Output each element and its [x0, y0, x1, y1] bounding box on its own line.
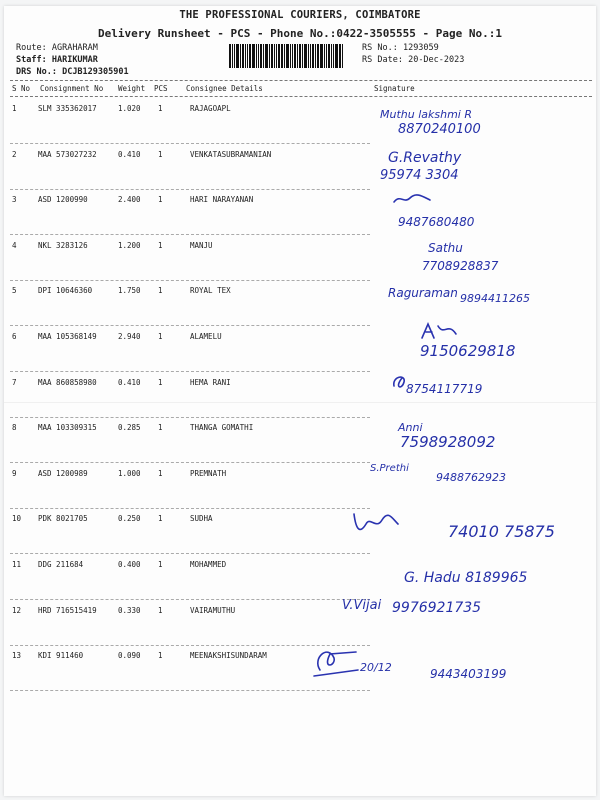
row-pieces: 1: [158, 286, 163, 295]
table-row: [0, 241, 600, 285]
row-serial-number: 11: [12, 560, 22, 569]
row-separator: [10, 417, 370, 418]
table-row: [0, 104, 600, 148]
table-row: [0, 378, 600, 422]
handwritten-phone-number: 8870240100: [398, 122, 481, 137]
handwritten-signature: Anni: [398, 421, 423, 434]
row-weight: 2.400: [118, 195, 141, 204]
row-pieces: 1: [158, 469, 163, 478]
row-pieces: 1: [158, 150, 163, 159]
rs-date-line: [362, 55, 464, 65]
row-consignee-name: RAJAGOAPL: [190, 104, 231, 113]
row-separator: [10, 462, 370, 463]
table-row: [0, 514, 600, 558]
row-serial-number: 3: [12, 195, 17, 204]
row-separator: [10, 234, 370, 235]
handwritten-phone-number: 7708928837: [422, 259, 499, 273]
header-rule-bottom: [10, 96, 592, 97]
row-serial-number: 8: [12, 423, 17, 432]
row-consignee-name: THANGA GOMATHI: [190, 423, 254, 432]
row-consignee-name: ROYAL TEX: [190, 286, 231, 295]
col-header-sno: S No: [12, 84, 31, 93]
row-pieces: 1: [158, 241, 163, 250]
row-serial-number: 13: [12, 651, 22, 660]
row-pieces: 1: [158, 514, 163, 523]
table-row: [0, 150, 600, 194]
rs-no-label: RS No.:: [362, 43, 398, 53]
table-row: [0, 195, 600, 239]
row-consignment-number: NKL 3283126: [38, 241, 88, 250]
row-consignment-number: MAA 103309315: [38, 423, 97, 432]
row-consignment-number: PDK 8021705: [38, 514, 88, 523]
row-separator: [10, 280, 370, 281]
row-consignee-name: SUDHA: [190, 514, 213, 523]
row-consignee-name: ALAMELU: [190, 332, 222, 341]
handwritten-phone-number: G. Hadu 8189965: [404, 570, 528, 586]
row-weight: 1.750: [118, 286, 141, 295]
col-header-consignee: Consignee Details: [186, 84, 263, 93]
row-serial-number: 1: [12, 104, 17, 113]
handwritten-signature: Muthu lakshmi R: [380, 108, 472, 121]
row-separator: [10, 143, 370, 144]
row-consignee-name: PREMNATH: [190, 469, 227, 478]
row-separator: [10, 553, 370, 554]
handwritten-signature: Sathu: [428, 241, 463, 255]
handwritten-signature: G.Revathy: [388, 150, 462, 166]
row-serial-number: 10: [12, 514, 22, 523]
row-separator: [10, 325, 370, 326]
table-row: [0, 560, 600, 604]
staff-label: Staff:: [16, 55, 47, 65]
row-consignment-number: MAA 573027232: [38, 150, 97, 159]
row-weight: 0.250: [118, 514, 141, 523]
row-weight: 0.285: [118, 423, 141, 432]
signature-scribble-3: [392, 192, 432, 206]
table-row: [0, 423, 600, 467]
row-consignment-number: HRD 716515419: [38, 606, 97, 615]
row-separator: [10, 599, 370, 600]
handwritten-phone-number: 74010 75875: [448, 522, 555, 541]
handwritten-signature: V.Vijai: [342, 598, 382, 613]
table-row: [0, 332, 600, 376]
row-serial-number: 7: [12, 378, 17, 387]
rs-no-line: [362, 43, 439, 53]
row-serial-number: 9: [12, 469, 17, 478]
row-weight: 0.410: [118, 378, 141, 387]
drs-barcode: [229, 44, 359, 68]
row-consignee-name: VENKATASUBRAMANIAN: [190, 150, 272, 159]
row-consignment-number: ASD 1200989: [38, 469, 88, 478]
company-title: THE PROFESSIONAL COURIERS, COIMBATORE: [179, 9, 421, 21]
row-serial-number: 2: [12, 150, 17, 159]
handwritten-signature: 20/12: [360, 661, 392, 674]
row-serial-number: 6: [12, 332, 17, 341]
runsheet-subtitle: Delivery Runsheet - PCS - Phone No.:0422-3505555 - Page No.:1: [98, 27, 502, 40]
col-header-pcs: PCS: [154, 84, 168, 93]
table-row: [0, 598, 600, 650]
row-weight: 1.200: [118, 241, 141, 250]
row-pieces: 1: [158, 104, 163, 113]
row-separator: [10, 508, 370, 509]
row-pieces: 1: [158, 332, 163, 341]
signature-scribble-6: [418, 320, 458, 342]
staff-value: HARIKUMAR: [51, 55, 98, 65]
signature-scribble-10: [350, 510, 400, 538]
handwritten-phone-number: 95974 3304: [380, 168, 459, 183]
table-row: [0, 463, 600, 513]
row-weight: 0.330: [118, 606, 141, 615]
row-separator: [10, 189, 370, 190]
drs-value: DCJB129305901: [62, 67, 129, 77]
handwritten-phone-number: 9976921735: [392, 600, 482, 616]
row-weight: 0.400: [118, 560, 141, 569]
staff-line: [16, 55, 98, 65]
handwritten-phone-number: 9150629818: [420, 342, 516, 360]
row-consignment-number: ASD 1200990: [38, 195, 88, 204]
row-weight: 1.020: [118, 104, 141, 113]
table-row: [0, 651, 600, 695]
row-weight: 2.940: [118, 332, 141, 341]
col-header-signature: Signature: [374, 84, 415, 93]
row-consignee-name: MOHAMMED: [190, 560, 227, 569]
handwritten-signature: S.Prethi: [370, 463, 409, 474]
row-weight: 0.090: [118, 651, 141, 660]
rs-date-label: RS Date:: [362, 55, 403, 65]
row-serial-number: 12: [12, 606, 22, 615]
row-pieces: 1: [158, 560, 163, 569]
row-consignment-number: DDG 211684: [38, 560, 84, 569]
rs-no-value: 1293059: [402, 43, 439, 53]
handwritten-phone-number: 9488762923: [436, 471, 506, 484]
handwritten-phone-number: 9443403199: [430, 667, 507, 681]
handwritten-phone-number: 9487680480: [398, 215, 475, 229]
handwritten-signature: Raguraman: [388, 286, 458, 300]
table-row: [0, 286, 600, 330]
row-serial-number: 4: [12, 241, 17, 250]
row-consignment-number: SLM 335362017: [38, 104, 97, 113]
row-consignee-name: HARI NARAYANAN: [190, 195, 254, 204]
route-value: AGRAHARAM: [51, 43, 98, 53]
row-weight: 0.410: [118, 150, 141, 159]
signature-scribble-7: [390, 372, 410, 390]
row-consignee-name: MANJU: [190, 241, 213, 250]
row-pieces: 1: [158, 195, 163, 204]
row-consignment-number: MAA 860858980: [38, 378, 97, 387]
row-consignment-number: MAA 105368149: [38, 332, 97, 341]
rs-date-value: 20-Dec-2023: [408, 55, 465, 65]
handwritten-phone-number: 8754117719: [406, 382, 483, 396]
signature-scribble-13: [310, 640, 360, 680]
drs-label: DRS No.:: [16, 67, 57, 77]
row-consignee-name: MEENAKSHISUNDARAM: [190, 651, 267, 660]
row-pieces: 1: [158, 378, 163, 387]
row-pieces: 1: [158, 606, 163, 615]
col-header-weight: Weight: [118, 84, 146, 93]
row-serial-number: 5: [12, 286, 17, 295]
route-label: Route:: [16, 43, 47, 53]
col-header-consignment: Consignment No: [40, 84, 104, 93]
row-consignment-number: KDI 911460: [38, 651, 84, 660]
drs-line: [16, 67, 129, 77]
route-line: [16, 43, 98, 53]
row-separator: [10, 690, 370, 691]
row-consignee-name: VAIRAMUTHU: [190, 606, 236, 615]
row-pieces: 1: [158, 651, 163, 660]
row-consignment-number: DPI 10646360: [38, 286, 93, 295]
header-rule-top: [10, 80, 592, 81]
row-consignee-name: HEMA RANI: [190, 378, 231, 387]
handwritten-phone-number: 9894411265: [460, 292, 530, 305]
row-pieces: 1: [158, 423, 163, 432]
row-weight: 1.000: [118, 469, 141, 478]
handwritten-phone-number: 7598928092: [400, 433, 496, 451]
row-separator: [10, 371, 370, 372]
